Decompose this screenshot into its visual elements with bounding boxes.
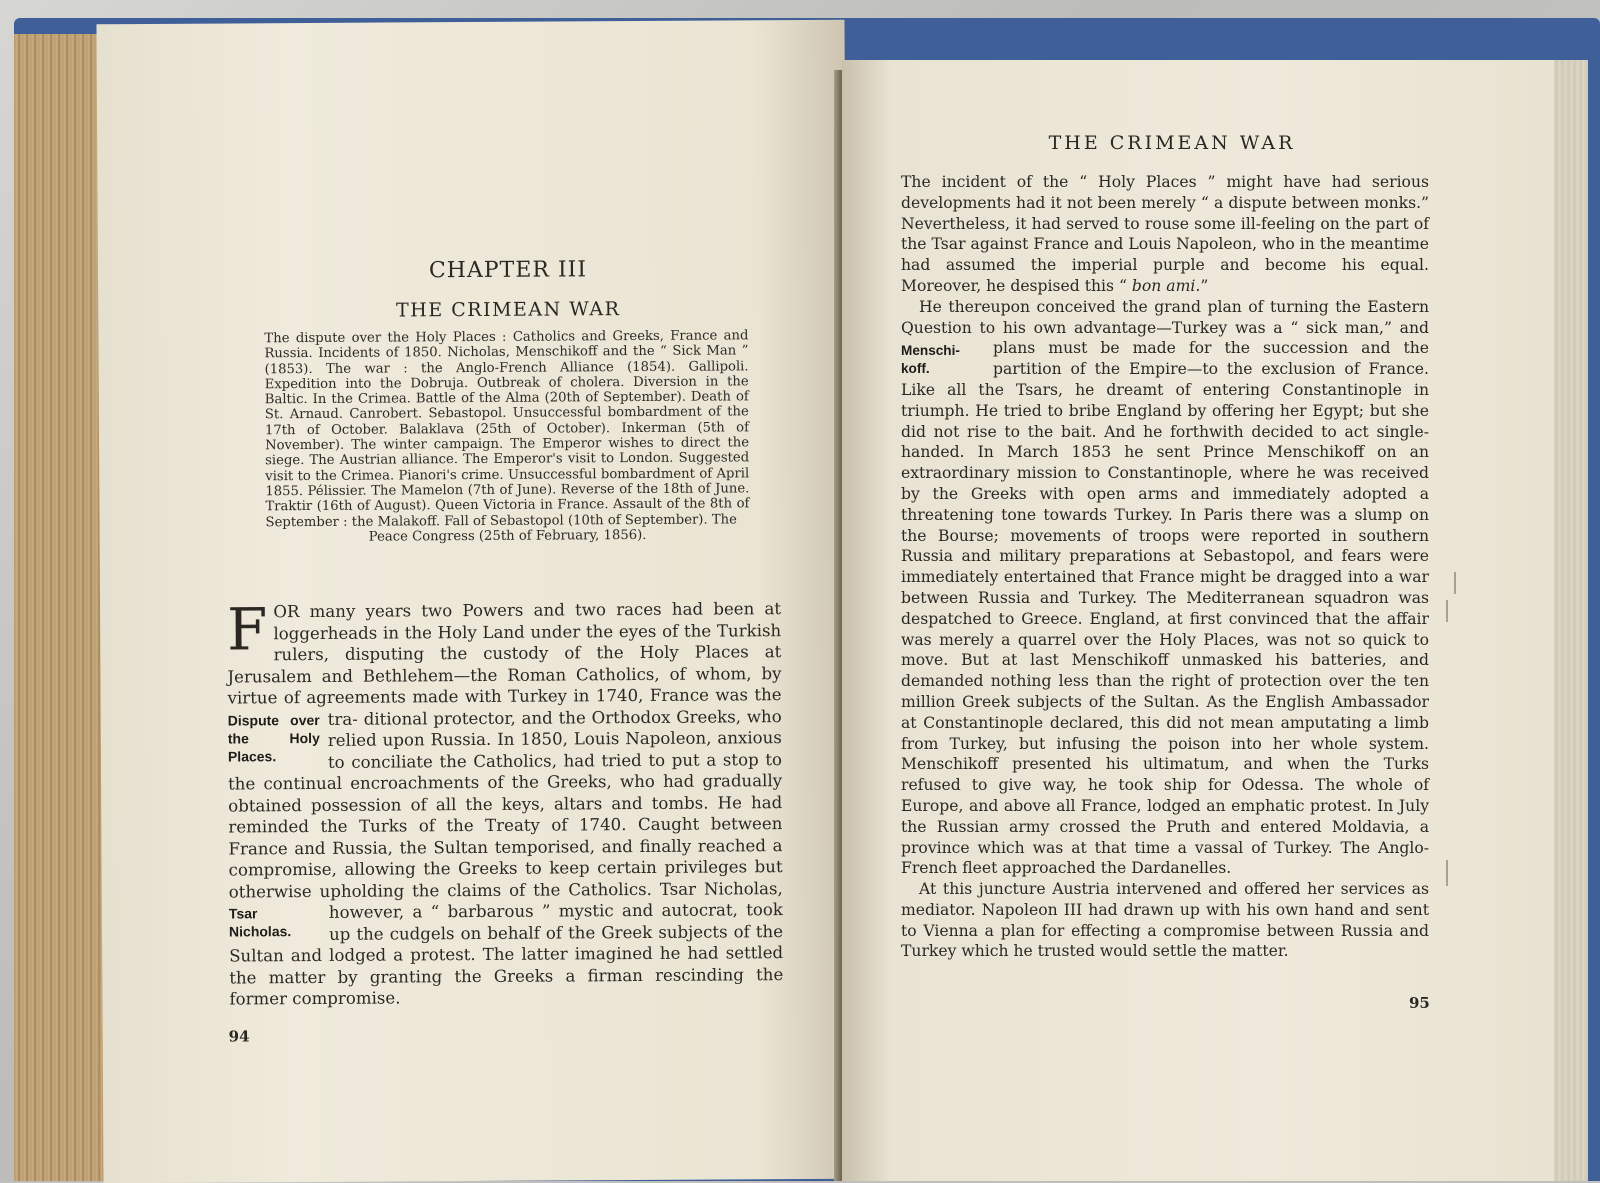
body-paragraph-3: and autocrat, took up the cudgels on behalf of the Greek subjects of the Sultan and lodged a protest. The latter imagined he had settled the matter by granting the Greeks a firman rescinding the former compromise. [229, 900, 784, 1009]
right-paragraph-1-close: ” [1200, 276, 1209, 295]
running-head: THE CRIMEAN WAR [1048, 132, 1296, 154]
right-page [842, 60, 1554, 1181]
right-paragraph-2-rest: and plans must be made for the succession and the partition of the Empire—to the exclusion of France. Like all the Tsars, he dreamt of entering Constantinople in triumph. He tried to bribe England by offering her Egypt; but she did not rise to the bait. And he forthwith decided to act single-handed. In March 1853 he sent Prince Menschikoff on an extraordinary mission to Constantinople, where he was received by the Greeks with open arms and immediately adopted a threatening tone towards Turkey. In Paris there was a slump on the Bourse; movements of troops were reported in southern Russia and military preparations at Sebastopol, and fears were immediately entertained that France might be dragged into a war between Russia and Turkey. The Mediterranean squadron was despatched to Greece. England, at first convinced that the affair was merely a quarrel over the Holy Places, was not so quick to move. But at last Menschikoff unmasked his batteries, and demanded nothing less than the right of protection over the ten million Greek subjects of the Sultan. As the English Ambassador at Constantinople declared, this did not mean amputating a limb from Turkey, but infusing the poison into her whole system. Menschikoff presented his ultimatum, and when the Turks refused to give way, he took ship for Odessa. The whole of Europe, and above all France, lodged an emphatic protest. In July the Russian army crossed the Pruth and entered Moldavia, a province which was at that time a vassal of Turkey. The Anglo-French fleet approached the Dardanelles. [901, 318, 1429, 878]
page-number-right: 95 [1409, 994, 1430, 1012]
drop-cap: F [226, 595, 268, 664]
chapter-summary [264, 328, 749, 545]
chapter-heading: CHAPTER III [428, 257, 588, 284]
right-paragraph-1-text: The incident of the “ Holy Places ” might have had serious developments had it not been merely “ a dispute between monks.” Nevertheless, it had served to rouse some ill-feeling on the part of the Tsar against France and Louis Napoleon, who in the meantime had assumed the imperial purple and become his equal. Moreover, he despised this “ [901, 173, 1429, 295]
body-paragraph-1: OR many years two Powers and two races had been at loggerheads in the Holy Land under the eyes of the Turkish rulers, disputing the custody of the Holy Places at Jerusalem and Bethlehem—the Roman Catholics, of whom, by virtue of agreements made with Turkey in 1740, France was the tra- [227, 599, 782, 729]
right-paragraph-3: At this juncture Austria intervened and offered her services as mediator. Napoleon III had drawn up with his own hand and sent to Vienna a plan for effecting a compromise between Russia and Turkey which he trusted would settle the matter. [901, 880, 1429, 961]
right-paragraph-2-start: He thereupon conceived the grand plan of turning the Eastern Question to his own advantage—Turkey was a “ sick man,” [901, 297, 1429, 337]
left-page [96, 20, 851, 1183]
right-paragraph-2 [901, 297, 1429, 879]
page-number-left: 94 [228, 1027, 250, 1046]
summary-text: The dispute over the Holy Places : Catholics and Greeks, France and Russia. Incidents of 1850. Nicholas, Menschikoff and the “ Sick Man ” (1853). The war : the Anglo-French Alliance (1854). Gallipoli. Expedition into the Dobruja. Outbreak of cholera. Diversion in the Baltic. In the Crimea. Battle of the Alma (20th of September). Death of St. Arnaud. Canrobert. Sebastopol. Unsuccessful bombardment of the 17th of October. Balaklava (25th of October). Inkerman (5th of November). The winter campaign. The Emperor wishes to direct the siege. The Austrian alliance. The Emperor's visit to London. Suggested visit to the Crimea. Pianori's crime. Unsuccessful bombardment of April 1855. Pélissier. The Mamelon (7th of June). Reverse of the 18th of June. Traktir (16th of August). Queen Victoria in France. Assault of the 8th of September : the Malakoff. Fall of Sebastopol (10th of September). The [264, 328, 750, 530]
bon-ami-italic: bon ami. [1131, 276, 1201, 295]
margin-note-tsar: Tsar Nicholas. [228, 905, 292, 940]
left-body-text [226, 595, 784, 1010]
right-body-text [901, 172, 1429, 962]
margin-note-dispute: Dispute over the Holy Places. [227, 711, 320, 765]
pencil-mark [1454, 572, 1456, 594]
pencil-mark [1446, 600, 1448, 622]
margin-note-menschikoff: Menschi-koff. [901, 343, 960, 377]
right-paragraph-1 [901, 172, 1429, 297]
page-edges-right [1548, 60, 1588, 1181]
summary-last-line: Peace Congress (25th of February, 1856). [368, 527, 647, 545]
body-paragraph-2: ditional protector, and the Orthodox Greeks, who relied upon Russia. In 1850, Louis Napoleon, anxious to conciliate the Catholics, had tried to put a stop to the continual encroachments of the Greeks, who had gradually obtained possession of all the keys, altars and tombs. He had reminded the Turks of the Treaty of 1740. Caught between France and Russia, the Sultan temporised, and finally reached a compromise, allowing the Greeks to keep certain privileges but otherwise upholding the claims of the Catholics. Tsar Nicholas, however, a “ barbarous ” mystic [228, 706, 783, 922]
pencil-mark [1446, 860, 1448, 886]
chapter-title: THE CRIMEAN WAR [395, 298, 621, 322]
page-edges-left [14, 34, 106, 1181]
